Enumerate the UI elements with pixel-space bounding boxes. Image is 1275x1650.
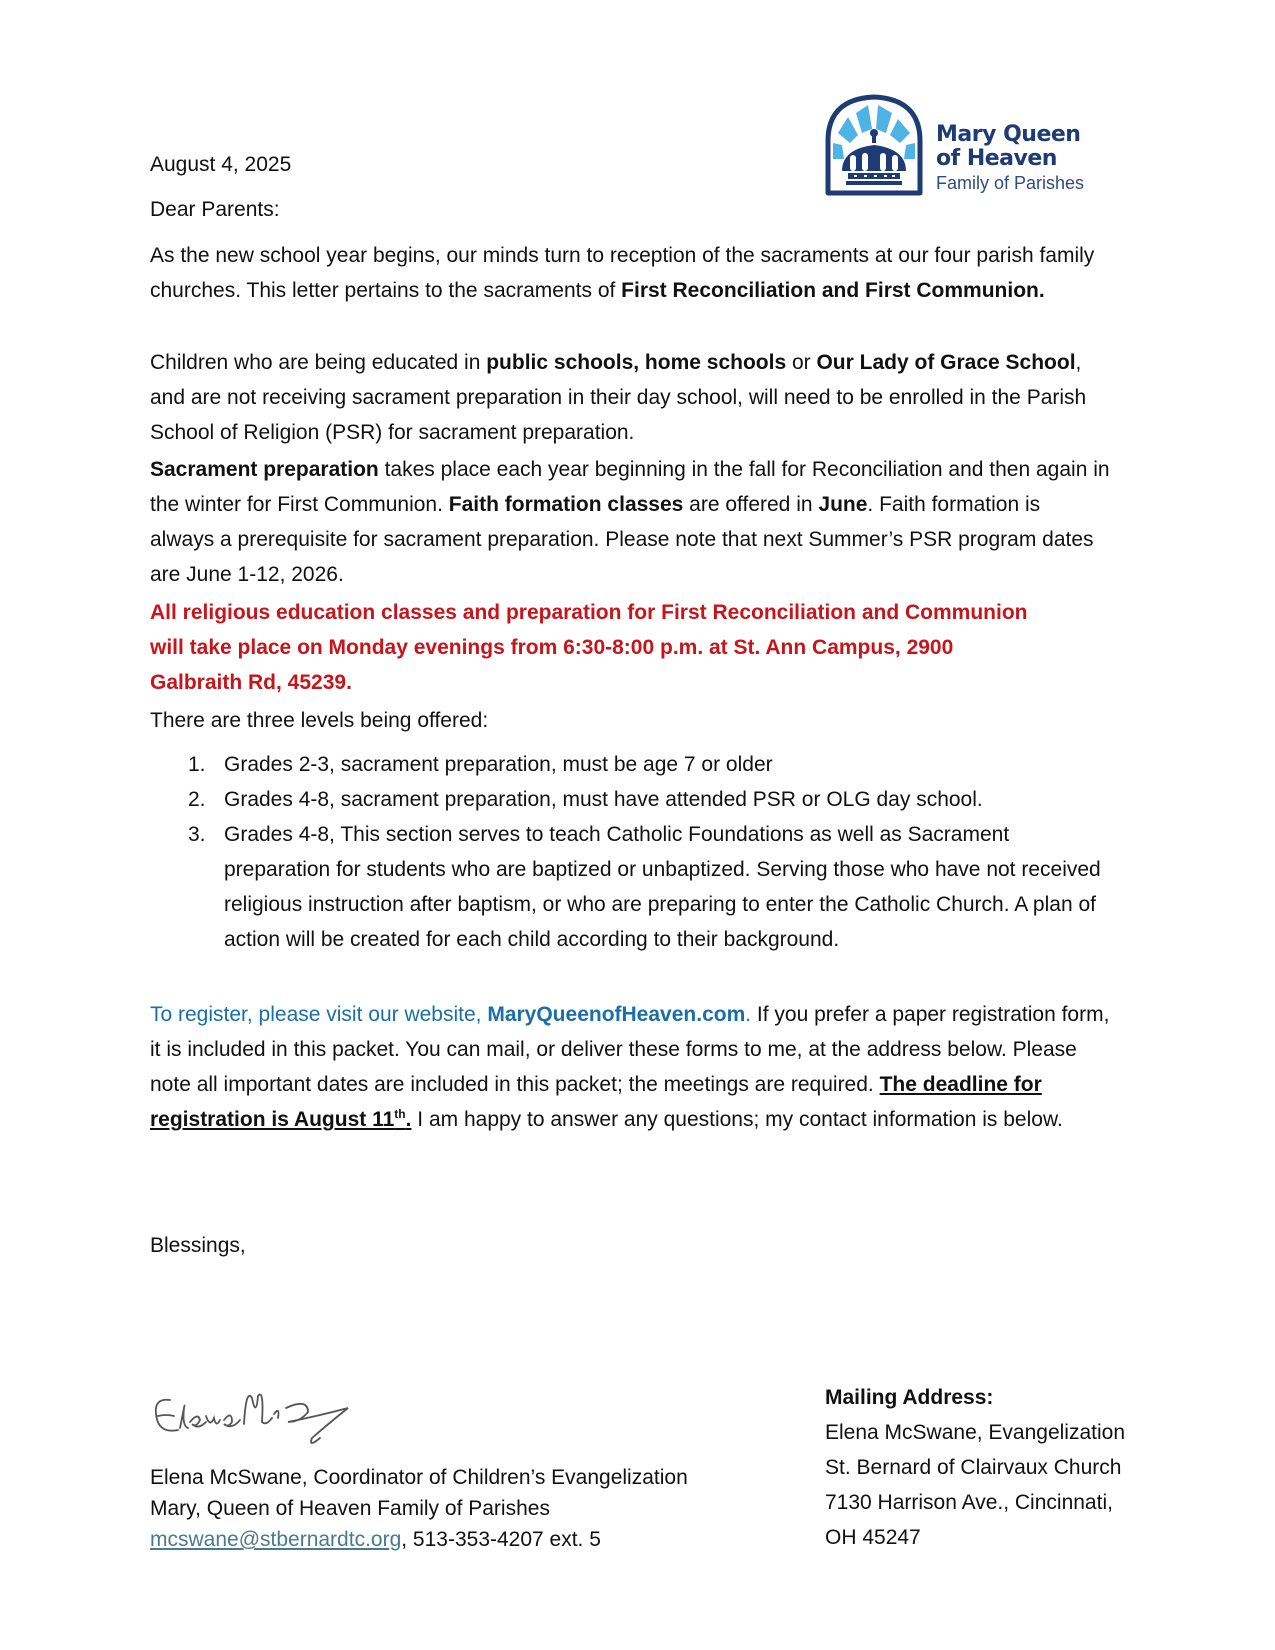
website-link[interactable]: MaryQueenofHeaven.com bbox=[487, 1003, 746, 1026]
logo-line-2: of Heaven bbox=[936, 146, 1057, 171]
text: If you prefer a paper registration form, it is included in this packet. You can mail, or deliver these forms to me, at the address below. Please note all important dates are included in this packet; the meetings are required. bbox=[150, 1003, 1110, 1096]
schedule-notice: All religious education classes and preparation for First Reconciliation and Communion will take place on Monday evenings from 6:30-8:00 p.m. at St. Ann Campus, 2900 Galbraith Rd, 45239. bbox=[150, 601, 1028, 694]
handwritten-signature-icon bbox=[148, 1378, 378, 1448]
logo-line-3: Family of Parishes bbox=[936, 173, 1085, 193]
list-text: Grades 2-3, sacrament preparation, must be age 7 or older bbox=[224, 753, 773, 776]
list-text: Grades 4-8, sacrament preparation, must have attended PSR or OLG day school. bbox=[224, 788, 983, 811]
email-link[interactable]: mcswane@stbernardtc.org bbox=[150, 1528, 402, 1551]
text: takes place each year beginning in the fall for Reconciliation and then again in the winter for First Communion. bbox=[150, 458, 1110, 516]
mailing-address bbox=[825, 1380, 1125, 1555]
parish-logo bbox=[820, 93, 1100, 203]
mailing-line: Elena McSwane, Evangelization bbox=[825, 1421, 1126, 1444]
list-text: Grades 4-8, This section serves to teach Catholic Foundations as well as Sacrament preparation for students who are baptized or unbaptized. Serving those who have not received religious instruction after baptism, or who are preparing to enter the Catholic Church. A plan of action will be created for each child according to their background. bbox=[224, 823, 1101, 951]
text: are offered in bbox=[683, 493, 819, 516]
paragraph-register bbox=[150, 997, 1115, 1137]
levels-list bbox=[150, 747, 1140, 957]
signer-contact bbox=[150, 1522, 601, 1557]
logo-line-1: Mary Queen bbox=[936, 122, 1081, 147]
list-item bbox=[150, 782, 1140, 817]
deadline-period: . bbox=[405, 1108, 412, 1131]
list-number: 1. bbox=[188, 753, 206, 776]
bold-text: Sacrament preparation bbox=[150, 458, 379, 481]
list-item bbox=[150, 817, 1114, 957]
paragraph-preparation bbox=[150, 452, 1110, 592]
text: . Faith formation is always a prerequisite for sacrament preparation. Please note that next Summer’s PSR program dates are June 1-12, 2026. bbox=[150, 493, 1094, 586]
crown-arch-icon bbox=[820, 93, 928, 201]
signer-organization: Mary, Queen of Heaven Family of Parishes bbox=[150, 1497, 550, 1520]
bold-text: June bbox=[818, 493, 868, 516]
text: I am happy to answer any questions; my contact information is below. bbox=[411, 1108, 1063, 1131]
paragraph-enrollment bbox=[150, 345, 1110, 450]
logo-wordmark bbox=[936, 123, 1084, 195]
closing: Blessings, bbox=[150, 1234, 246, 1257]
levels-intro: There are three levels being offered: bbox=[150, 709, 489, 732]
mailing-line: 7130 Harrison Ave., Cincinnati, bbox=[825, 1491, 1113, 1514]
text: , and are not receiving sacrament preparation in their day school, will need to be enrolled in the Parish School of Religion (PSR) for sacrament preparation. bbox=[150, 351, 1087, 444]
paragraph-intro-bold: First Reconciliation and First Communion. bbox=[621, 279, 1045, 302]
mailing-line: St. Bernard of Clairvaux Church bbox=[825, 1456, 1122, 1479]
paragraph-intro bbox=[150, 238, 1100, 308]
bold-text: Faith formation classes bbox=[448, 493, 684, 516]
list-number: 3. bbox=[188, 823, 206, 846]
salutation: Dear Parents: bbox=[150, 198, 280, 221]
mailing-heading: Mailing Address: bbox=[825, 1386, 994, 1409]
bold-text: Our Lady of Grace School bbox=[816, 351, 1076, 374]
list-number: 2. bbox=[188, 788, 206, 811]
mailing-line: OH 45247 bbox=[825, 1526, 921, 1549]
paragraph-intro-text: As the new school year begins, our minds turn to reception of the sacraments at our four parish family churches. This letter pertains to the sacraments of bbox=[150, 244, 1095, 302]
bold-text: public schools, home schools bbox=[486, 351, 787, 374]
list-item bbox=[150, 747, 1140, 782]
signer-title: Elena McSwane, Coordinator of Children’s Evangelization bbox=[150, 1466, 688, 1489]
register-text: To register, please visit our website, bbox=[150, 1003, 488, 1026]
text: . bbox=[745, 1003, 752, 1026]
phone-number: , 513-353-4207 ext. 5 bbox=[401, 1528, 601, 1551]
text: or bbox=[786, 351, 817, 374]
text: Children who are being educated in bbox=[150, 351, 487, 374]
deadline-superscript: th bbox=[394, 1107, 406, 1121]
deadline-main: The deadline for registration is August 11 bbox=[150, 1073, 1042, 1131]
letter-date: August 4, 2025 bbox=[150, 153, 292, 176]
